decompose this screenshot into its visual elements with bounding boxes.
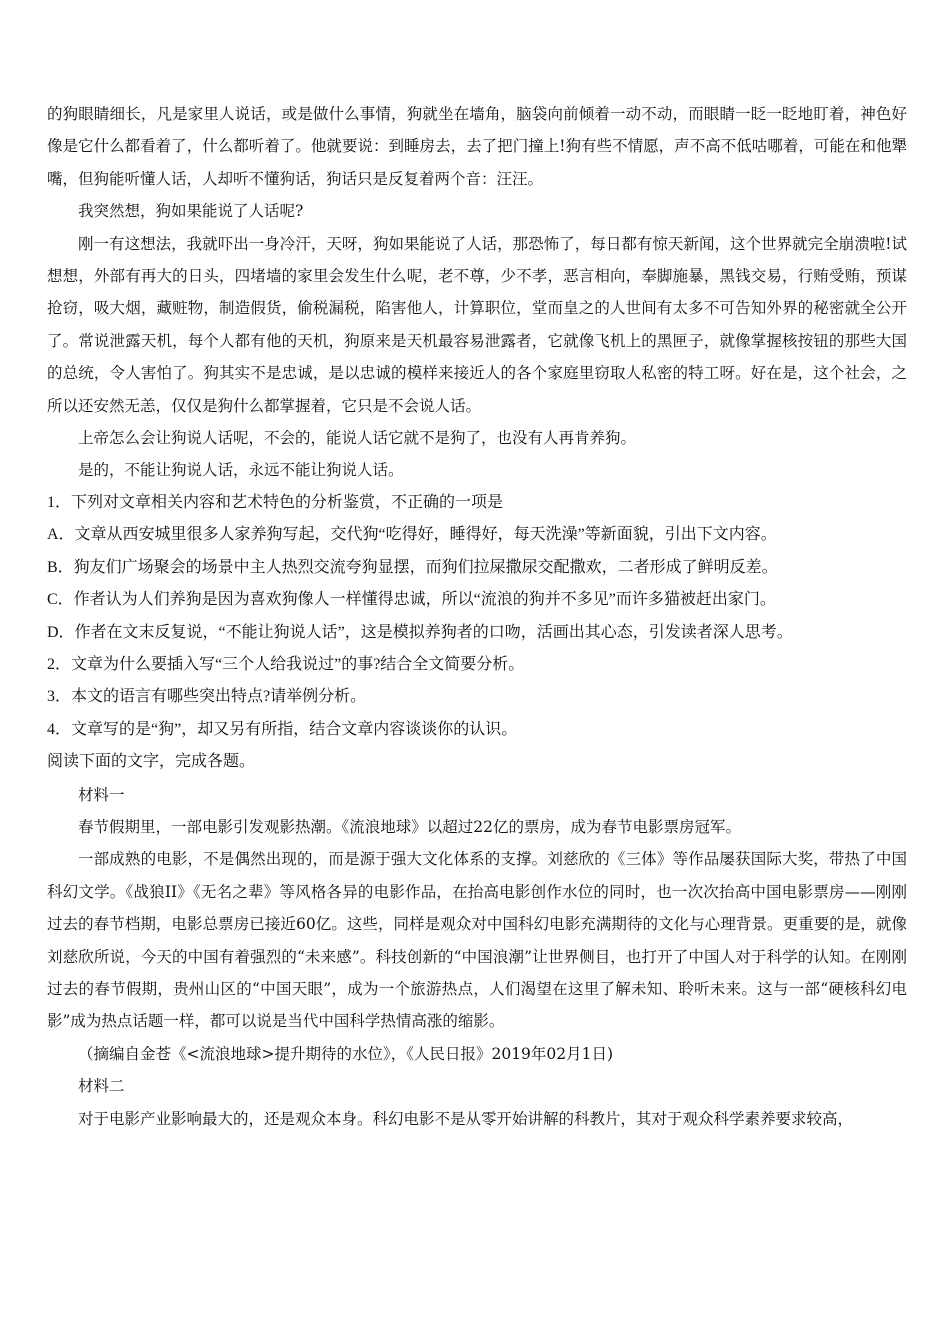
material-1-title: 材料一 [78,785,125,804]
passage-paragraph: 上帝怎么会让狗说人话呢，不会的，能说人话它就不是狗了，也没有人再肯养狗。 [78,429,637,448]
question-1: 1．下列对文章相关内容和艺术特色的分析鉴赏，不正确的一项是 [47,493,504,511]
passage-paragraph: 一部成熟的电影，不是偶然出现的，而是源于强大文化体系的支撑。刘慈欣的《三体》等作品屡获国际大奖，带热了中国科幻文学。《战狼II》《无名之辈》等风格各异的电影作品，在抬高电影创作水位的同时，也一次次抬高中国电影票房——刚刚过去的春节档期，电影总票房已接近60亿。这些，同样是观众对中国科幻电影充满期待的文化与心理背景。更重要的是，就像刘慈欣所说，今天的中国有着强烈的“未来感”。科技创新的“中国浪潮”让世界侧目，也打开了中国人对于科学的认知。在刚刚过去的春节假期，贵州山区的“中国天眼”，成为一个旅游热点，人们渴望在这里了解未知、聆听未来。这与一部“硬核科幻电影”成为热点话题一样，都可以说是当代中国科学热情高涨的缩影。 [47,850,907,1031]
passage-paragraph: 刚一有这想法，我就吓出一身冷汗，天呀，狗如果能说了人话，那恐怖了，每日都有惊天新闻，这个世界就完全崩溃啦!试想想，外部有再大的日头，四堵墙的家里会发生什么呢，老不尊，少不孝，恶言相向，奉脚施暴，黑钱交易，行贿受贿，预谋抢窃，吸大烟，藏赃物，制造假货，偷税漏税，陷害他人，计算职位，堂而皇之的人世间有太多不可告知外界的秘密就全公开了。常说泄露天机，每个人都有他的天机，狗原来是天机最容易泄露者，它就像飞机上的黑匣子，就像掌握核按钮的那些大国的总统，令人害怕了。狗其实不是忠诚，是以忠诚的模样来接近人的各个家庭里窃取人私密的特工呀。好在是，这个社会，之所以还安然无恙，仅仅是狗什么都掌握着，它只是不会说人话。 [47,234,907,415]
passage-paragraph: 对于电影产业影响最大的，还是观众本身。科幻电影不是从零开始讲解的科教片，其对于观众科学素养要求较高， [78,1109,854,1128]
reading-instruction: 阅读下面的文字，完成各题。 [47,753,256,771]
question-3: 3．本文的语言有哪些突出特点?请举例分析。 [47,688,367,706]
passage-paragraph: 是的，不能让狗说人话，永远不能让狗说人话。 [78,461,404,480]
passage-paragraph: 春节假期里，一部电影引发观影热潮。《流浪地球》以超过22亿的票房，成为春节电影票房冠军。 [78,817,741,836]
option-d: D．作者在文末反复说，“不能让狗说人话”，这是模拟养狗者的口吻，活画出其心态，引发读者深人思考。 [47,623,793,641]
document-body [47,98,907,1135]
question-2: 2．文章为什么要插入写“三个人给我说过”的事?结合全文简要分析。 [47,655,525,673]
material-2-title: 材料二 [78,1077,125,1096]
passage-paragraph: 的狗眼睛细长，凡是家里人说话，或是做什么事情，狗就坐在墙角，脑袋向前倾着一动不动，而眼睛一眨一眨地盯着，神色好像是它什么都看着了，什么都听着了。他就要说：到睡房去，去了把门撞上!狗有些不情愿，声不高不低咕哪着，可能在和他犟嘴，但狗能听懂人话，人却听不懂狗话，狗话只是反复着两个音：汪汪。 [47,105,907,188]
option-c: C．作者认为人们养狗是因为喜欢狗像人一样懂得忠诚，所以“流浪的狗并不多见”而许多猫被赶出家门。 [47,591,776,609]
option-a: A．文章从西安城里很多人家养狗写起，交代狗“吃得好，睡得好，每天洗澡”等新面貌，引出下文内容。 [47,526,777,544]
passage-paragraph: 我突然想，狗如果能说了人话呢? [78,202,304,221]
option-b: B．狗友们广场聚会的场景中主人热烈交流夸狗显摆，而狗们拉屎撒尿交配撒欢，二者形成了鲜明反差。 [47,558,778,576]
material-1-source: （摘编自金苍《<流浪地球>提升期待的水位》，《人民日报》2019年02月1日) [78,1044,614,1063]
question-4: 4．文章写的是“狗”，却又另有所指，结合文章内容谈谈你的认识。 [47,720,518,738]
